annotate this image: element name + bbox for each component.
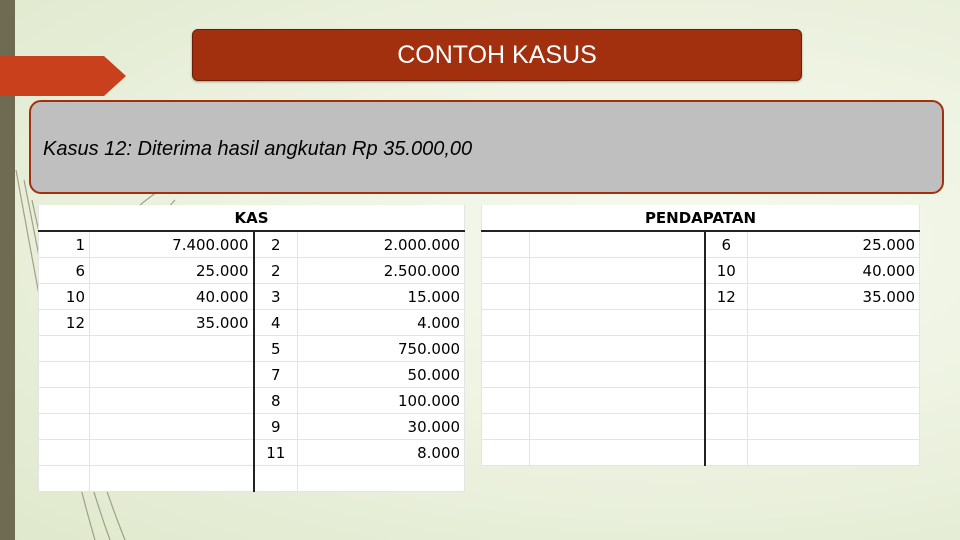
table-row: 10 40.000 xyxy=(482,258,920,284)
table-row xyxy=(482,362,920,388)
pendapatan-header: PENDAPATAN xyxy=(482,205,920,231)
table-row xyxy=(482,440,920,466)
table-row xyxy=(39,466,465,492)
pendapatan-ledger xyxy=(481,205,920,466)
table-row: 6 25.000 2 2.500.000 xyxy=(39,258,465,284)
table-row: 10 40.000 3 15.000 xyxy=(39,284,465,310)
case-text: Kasus 12: Diterima hasil angkutan Rp 35.000,00 xyxy=(43,138,473,160)
table-row: 8 100.000 xyxy=(39,388,465,414)
table-row: 7 50.000 xyxy=(39,362,465,388)
table-row: 6 25.000 xyxy=(482,231,920,258)
table-row xyxy=(482,388,920,414)
slide-title: CONTOH KASUS xyxy=(192,29,802,81)
arrow-shape xyxy=(0,56,126,96)
table-row: 5 750.000 xyxy=(39,336,465,362)
table-row: 12 35.000 xyxy=(482,284,920,310)
table-row xyxy=(482,310,920,336)
table-row: 1 7.400.000 2 2.000.000 xyxy=(39,231,465,258)
table-row: 12 35.000 4 4.000 xyxy=(39,310,465,336)
kas-ledger xyxy=(38,205,465,492)
table-row: 11 8.000 xyxy=(39,440,465,466)
table-row xyxy=(482,414,920,440)
case-box xyxy=(29,100,944,194)
table-row xyxy=(482,336,920,362)
table-row: 9 30.000 xyxy=(39,414,465,440)
kas-header: KAS xyxy=(39,205,465,231)
